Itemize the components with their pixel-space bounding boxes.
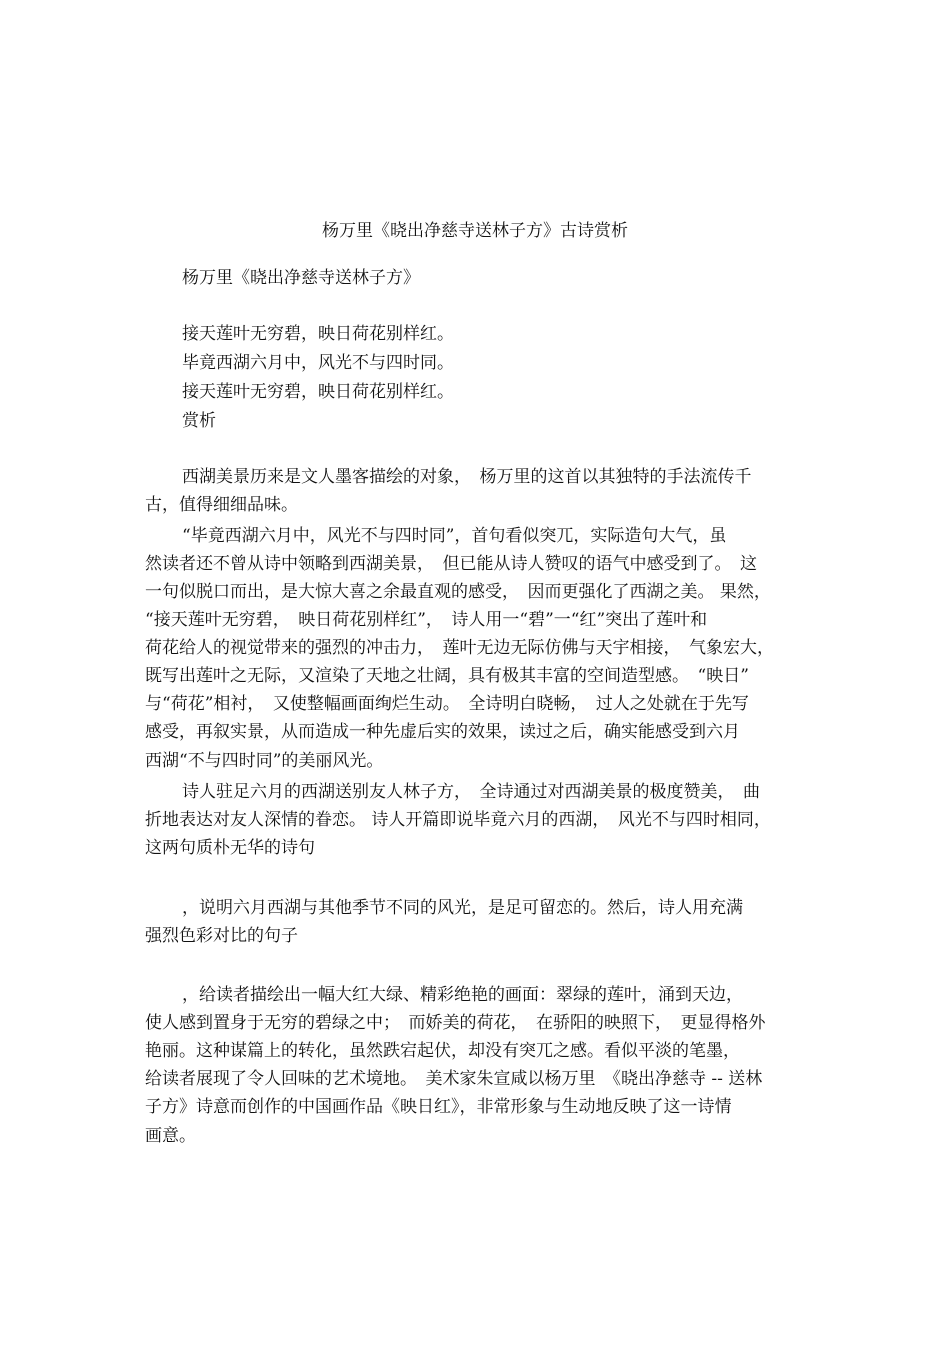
poem-subtitle: 杨万里《晓出净慈寺送林子方》 [182,268,420,288]
body-line: 西湖“不与四时同”的美丽风光。 [145,751,384,771]
poem-line: 接天莲叶无穷碧，映日荷花别样红。 [182,382,454,402]
body-line: 强烈色彩对比的句子 [145,926,298,946]
body-line: “接天莲叶无穷碧， 映日荷花别样红”， 诗人用一“碧”一“红”突出了莲叶和 [145,610,708,630]
body-line: ，给读者描绘出一幅大红大绿、精彩绝艳的画面：翠绿的莲叶，涌到天边， [182,985,743,1005]
poem-line: 毕竟西湖六月中，风光不与四时同。 [182,353,454,373]
poem-line: 接天莲叶无穷碧，映日荷花别样红。 [182,324,454,344]
body-line: 然读者还不曾从诗中领略到西湖美景， 但已能从诗人赞叹的语气中感受到了。 这 [145,554,757,574]
body-line: 使人感到置身于无穷的碧绿之中； 而娇美的荷花， 在骄阳的映照下， 更显得格外 [145,1013,766,1033]
body-line: 折地表达对友人深情的眷恋。 诗人开篇即说毕竟六月的西湖， 风光不与四时相同， [145,810,771,830]
body-line: 与“荷花”相衬， 又使整幅画面绚烂生动。 全诗明白晓畅， 过人之处就在于先写 [145,694,749,714]
document-title: 杨万里《晓出净慈寺送林子方》古诗赏析 [322,221,628,241]
body-line: ，说明六月西湖与其他季节不同的风光，是足可留恋的。然后，诗人用充满 [182,898,743,918]
body-line: 荷花给人的视觉带来的强烈的冲击力， 莲叶无边无际仿佛与天宇相接， 气象宏大， [145,638,774,658]
body-line: 古，值得细细品味。 [145,495,298,515]
body-line: 西湖美景历来是文人墨客描绘的对象， 杨万里的这首以其独特的手法流传千 [182,467,752,487]
body-line: 艳丽。这种谋篇上的转化，虽然跌宕起伏，却没有突兀之感。看似平淡的笔墨， [145,1041,740,1061]
body-line: 一句似脱口而出，是大惊大喜之余最直观的感受， 因而更强化了西湖之美。 果然， [145,582,771,602]
body-line: 画意。 [145,1126,196,1146]
section-heading: 赏析 [182,411,216,431]
body-line: 这两句质朴无华的诗句 [145,838,315,858]
body-line: 感受，再叙实景，从而造成一种先虚后实的效果，读过之后，确实能感受到六月 [145,722,740,742]
body-line: 诗人驻足六月的西湖送别友人林子方， 全诗通过对西湖美景的极度赞美， 曲 [182,782,760,802]
body-line: 给读者展现了令人回味的艺术境地。 美术家朱宣咸以杨万里 《晓出净慈寺 -- 送林 [145,1069,763,1089]
body-line: 既写出莲叶之无际，又渲染了天地之壮阔，具有极其丰富的空间造型感。 “映日” [145,666,749,686]
body-line: “毕竟西湖六月中，风光不与四时同”，首句看似突兀，实际造句大气，虽 [182,526,727,546]
body-line: 子方》诗意而创作的中国画作品《映日红》，非常形象与生动地反映了这一诗情 [145,1097,732,1117]
